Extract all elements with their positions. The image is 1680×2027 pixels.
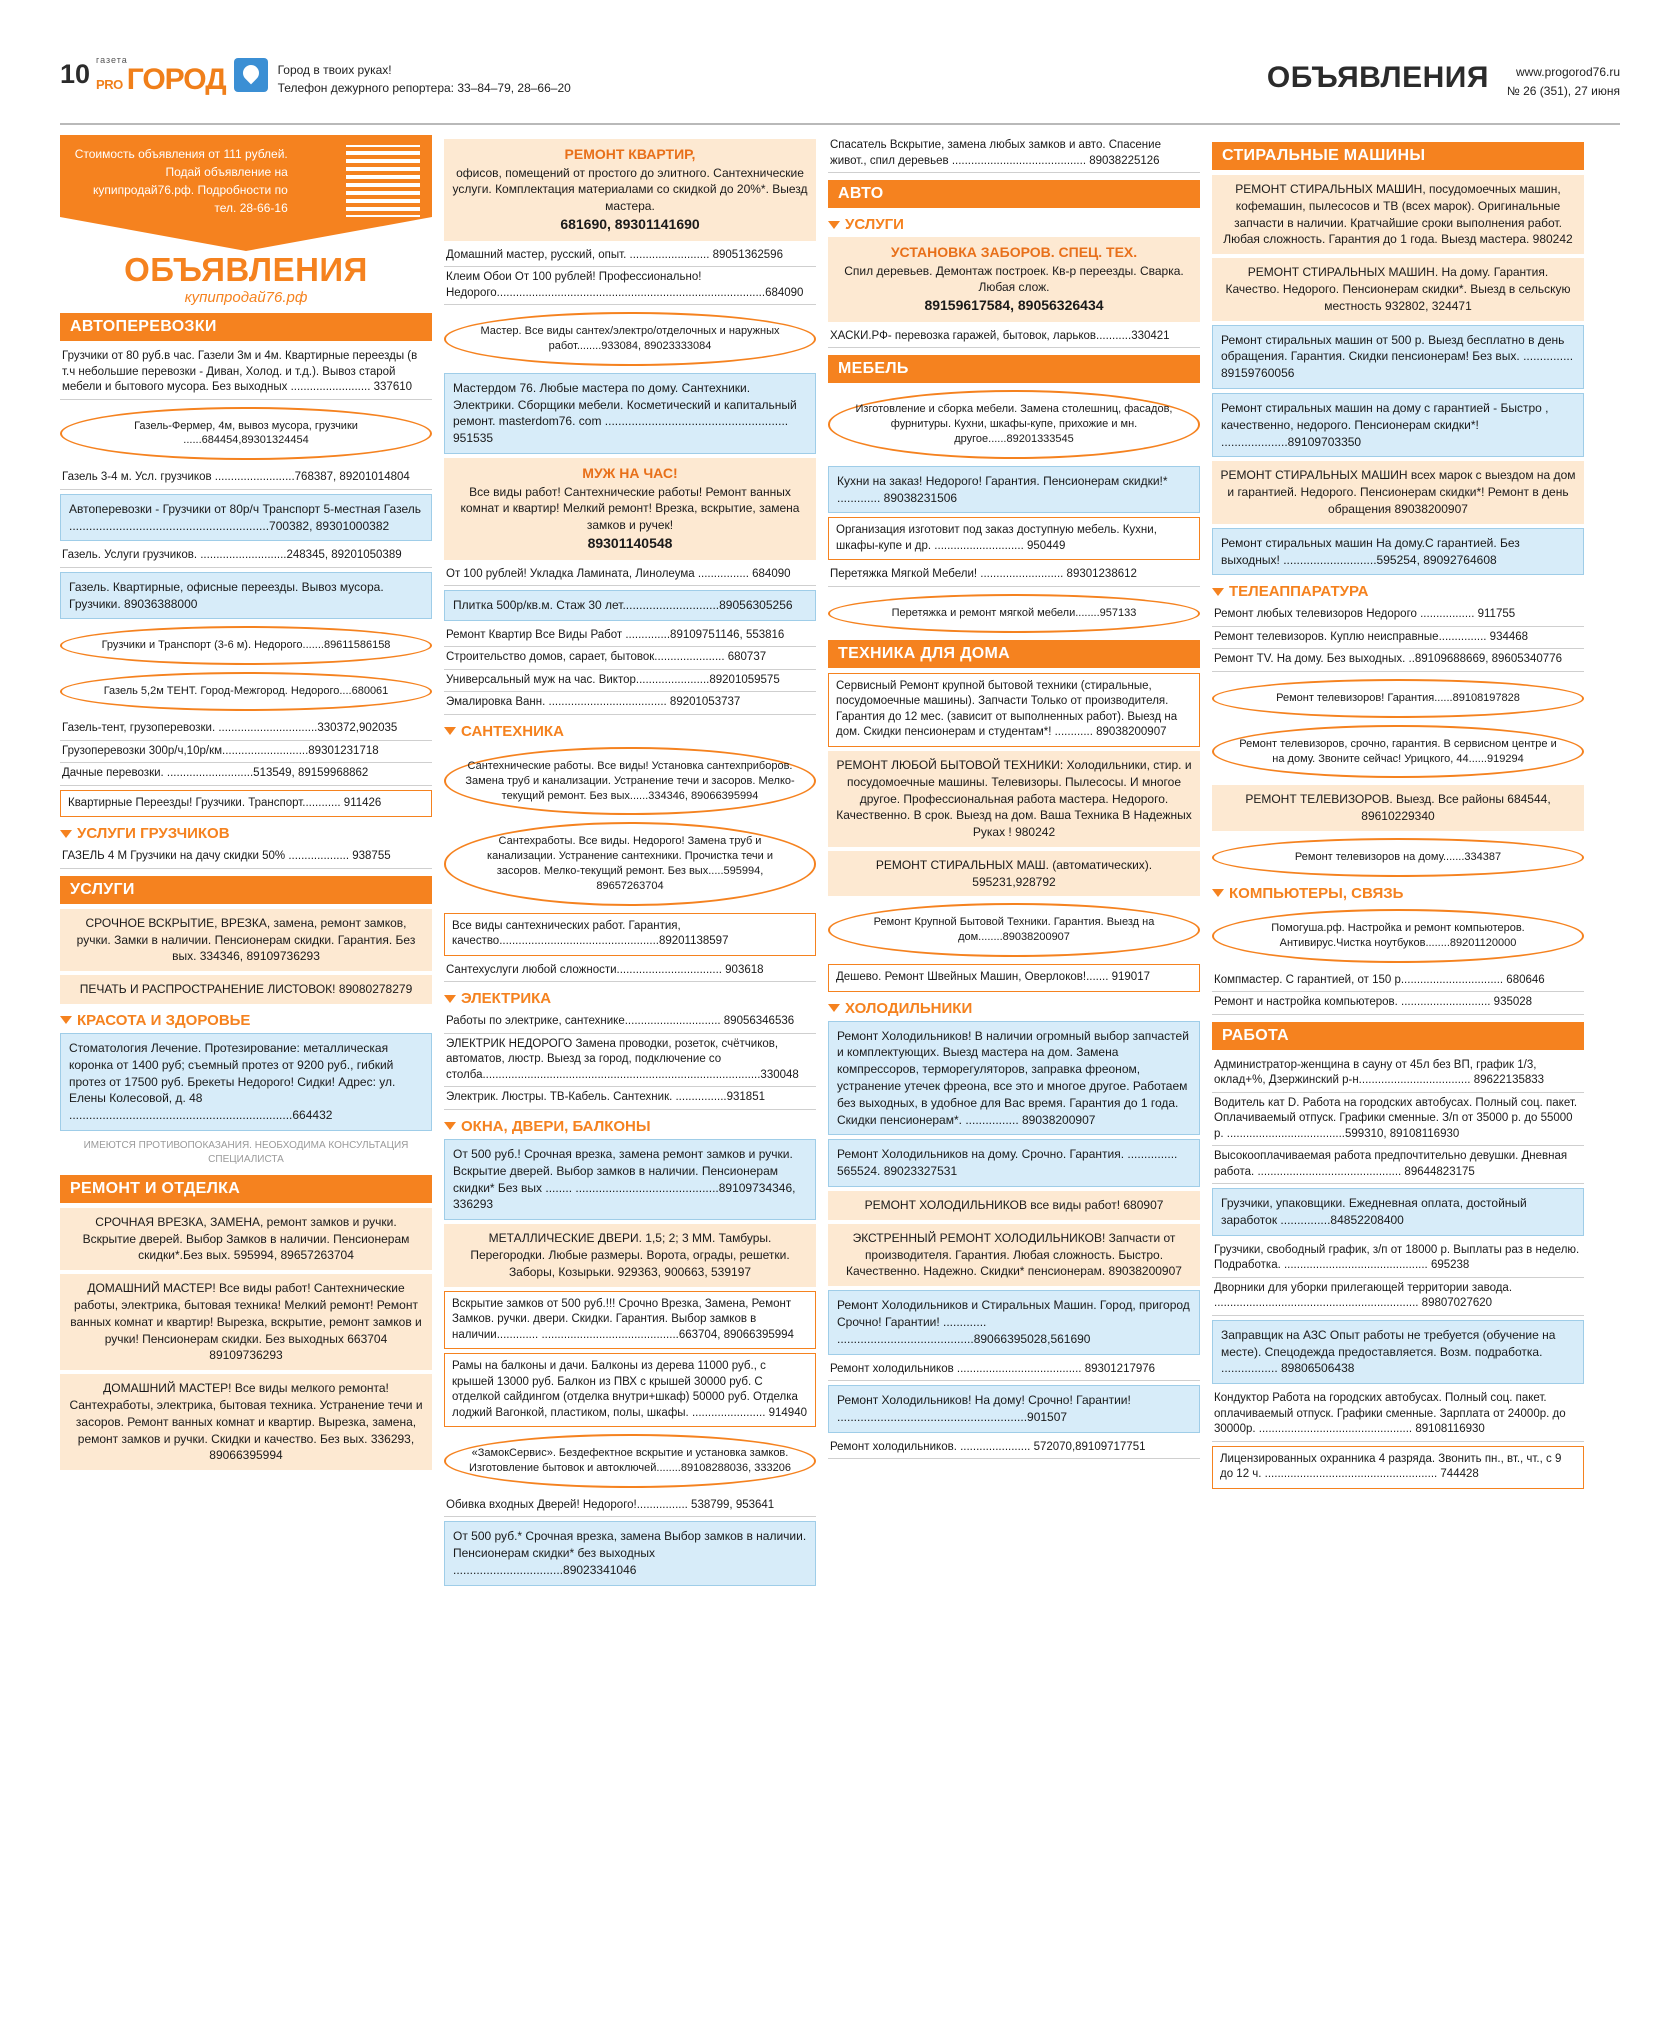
ad-item: Ремонт стиральных машин от 500 р. Выезд бесплатно в день обращения. Гарантия. Скидки пенсионерам! Без вых. ............... 89159760056 — [1212, 325, 1584, 389]
ad-item: Грузчики и Транспорт (3-6 м). Недорого.......89611586158 — [60, 626, 432, 665]
ad-item: Ремонт телевизоров! Гарантия......89108197828 — [1212, 679, 1584, 718]
ad-item: Ремонт холодильников. ...................... 572070,89109717751 — [828, 1437, 1200, 1460]
ad-plumbing-any: Сантехуслуги любой сложности................................. 903618 — [444, 960, 816, 983]
ad-item: Лицензированных охранника 4 разряда. Звонить пн., вт., чт., с 9 до 12 ч. ...................................................... 744428 — [1212, 1446, 1584, 1489]
header-right — [1267, 55, 1620, 101]
ad-item: Домашний мастер, русский, опыт. ......................... 89051362596 — [444, 245, 816, 268]
promo-arrow — [60, 217, 432, 251]
ad-apartment-renovation-title: РЕМОНТ КВАРТИР, — [564, 146, 696, 162]
ad-haski: ХАСКИ.РФ- перевозка гаражей, бытовок, ларьков...........330421 — [828, 326, 1200, 349]
slogan-line-1: Город в твоих руках! — [277, 63, 392, 77]
ad-item: Кухни на заказ! Недорого! Гарантия. Пенсионерам скидки!* ............. 89038231506 — [828, 466, 1200, 514]
ad-item: Сантехработы. Все виды. Недорого! Замена труб и канализации. Устранение сантехники. Прочистка течи и засоров. Мелко-текущий ремонт. Без вых.....595994, 89657263704 — [444, 822, 816, 905]
website-url: www.progorod76.ru — [1515, 65, 1620, 79]
ad-item: ЭКСТРЕННЫЙ РЕМОНТ ХОЛОДИЛЬНИКОВ! Запчасти от производителя. Гарантия. Любая сложность. Быстро. Качественно. Надежно. Скидки* пенсионерам. 89038200907 — [828, 1224, 1200, 1286]
column-2 — [444, 135, 816, 1590]
subcategory-windows — [444, 1118, 816, 1135]
subcategory-computers — [1212, 885, 1584, 902]
triangle-icon — [828, 221, 840, 229]
ad-item: Ремонт TV. На дому. Без выходных. ..89109688669, 89605340776 — [1212, 649, 1584, 672]
ad-item: Высокооплачиваемая работа предпочтительно девушки. Дневная работа. ............................................. 89644823175 — [1212, 1146, 1584, 1184]
ad-item: РЕМОНТ СТИРАЛЬНЫХ МАШ. (автоматических). 595231,928792 — [828, 851, 1200, 897]
ad-item: Кондуктор Работа на городских автобусах. Полный соц. пакет. оплачиваемый отпуск. Графики сменные. Зарплата от 24000р. до 30000р. ................................................ 89108116930 — [1212, 1388, 1584, 1442]
ad-item: Грузчики, упаковщики. Ежедневная оплата, достойный заработок ...............84852208400 — [1212, 1188, 1584, 1236]
promo-title: ОБЪЯВЛЕНИЯ — [124, 251, 368, 288]
subcategory-beauty-label: КРАСОТА И ЗДОРОВЬЕ — [77, 1011, 251, 1029]
ads-col2-mid — [444, 564, 816, 715]
category-autotransport: АВТОПЕРЕВОЗКИ — [60, 313, 432, 341]
ad-item: Строительство домов, сарает, бытовок...................... 680737 — [444, 647, 816, 670]
triangle-icon — [60, 830, 72, 838]
columns — [60, 135, 1620, 1590]
logo-city-label: ГОРОД — [126, 63, 226, 96]
ad-item: Вскрытие замков от 500 руб.!!! Срочно Врезка, Замена, Ремонт Замков. ручки. двери. Скидки. Гарантия. Выбор замков в наличии............. ...........................................663704, 89066395994 — [444, 1291, 816, 1350]
ad-item: Грузчики от 80 руб.в час. Газели 3м и 4м. Квартирные переезды (в т.ч небольшие перевозки - Диван, Холод. и т.д.). Вывоз старой мебели и бытового мусора. Без выходных ......................... 337610 — [60, 346, 432, 400]
issue-info: № 26 (351), 27 июня — [1506, 84, 1620, 99]
section-title: ОБЪЯВЛЕНИЯ — [1266, 61, 1489, 94]
ad-item: Грузчики, свободный график, з/п от 18000 р. Выплаты раз в неделю. Подработка. ............................................. 695238 — [1212, 1240, 1584, 1278]
subcategory-loaders — [60, 825, 432, 842]
ad-item: Газель. Услуги грузчиков. ...........................248345, 89201050389 — [60, 545, 432, 568]
ad-item: Ремонт холодильников ....................................... 89301217976 — [828, 1359, 1200, 1382]
subcategory-computers-label: КОМПЬЮТЕРЫ, СВЯЗЬ — [1229, 884, 1404, 902]
ad-item: СРОЧНОЕ ВСКРЫТИЕ, ВРЕЗКА, замена, ремонт замков, ручки. Замки в наличии. Пенсионерам скидки. Гарантия. Без вых. 334346, 89109736293 — [60, 909, 432, 971]
ad-item: Дворники для уборки прилегающей территории завода. ................................................................ 89807027620 — [1212, 1278, 1584, 1316]
ad-item: Помогуша.рф. Настройка и ремонт компьютеров. Антивирус.Чистка ноутбуков........89201120000 — [1212, 909, 1584, 963]
promo-text: Стоимость объявления от 111 рублей. Подай объявление на купипродай76.рф. Подробности по тел. 28-66-16 — [74, 147, 288, 215]
subcategory-auto-services — [828, 216, 1200, 233]
category-home-tech: ТЕХНИКА ДЛЯ ДОМА — [828, 640, 1200, 668]
ad-item: РЕМОНТ ТЕЛЕВИЗОРОВ. Выезд. Все районы 684544, 89610229340 — [1212, 785, 1584, 831]
column-1 — [60, 135, 432, 1590]
ad-masterdom: Мастердом 76. Любые мастера по дому. Сантехники. Электрики. Сборщики мебели. Косметический и капитальный ремонт. masterdom76. com ....................................................... 951535 — [444, 373, 816, 454]
ad-item: РЕМОНТ ХОЛОДИЛЬНИКОВ все виды работ! 680907 — [828, 1191, 1200, 1220]
subcategory-electrics — [444, 990, 816, 1007]
ad-item: Ремонт и настройка компьютеров. ............................ 935028 — [1212, 992, 1584, 1015]
ad-item: Газель 3-4 м. Усл. грузчиков .........................768387, 89201014804 — [60, 467, 432, 490]
triangle-icon — [444, 727, 456, 735]
slogan-line-2: Телефон дежурного репортера: 33–84–79, 28–66–20 — [277, 81, 571, 95]
logo-pro-label: PRO — [96, 77, 123, 92]
ad-plumbing-all: Все виды сантехнических работ. Гарантия, качество..................................................89201138597 — [444, 913, 816, 956]
ad-item: Ремонт Холодильников и Стиральных Машин. Город, пригород Срочно! Гарантии! ............. .........................................89066395028,561690 — [828, 1290, 1200, 1354]
ad-item: «ЗамокСервис». Бездефектное вскрытие и установка замков. Изготовление бытовок и автоключей........89108288036, 333206 — [444, 1434, 816, 1488]
ad-item: Электрик. Люстры. ТВ-Кабель. Сантехник. ................931851 — [444, 1087, 816, 1110]
ad-item: Ремонт Холодильников на дому. Срочно. Гарантия. ............... 565524. 89023327531 — [828, 1139, 1200, 1187]
ad-item: Квартирные Переезды! Грузчики. Транспорт............ 911426 — [60, 790, 432, 818]
ads-repair — [60, 1208, 432, 1470]
subcategory-loaders-label: УСЛУГИ ГРУЗЧИКОВ — [77, 825, 230, 843]
page-number: 10 — [60, 59, 91, 89]
ad-item: Газель. Квартирные, офисные переезды. Вывоз мусора. Грузчики. 89036388000 — [60, 572, 432, 620]
ad-item: Ремонт телевизоров. Куплю неисправные............... 934468 — [1212, 627, 1584, 650]
column-4 — [1212, 135, 1584, 1590]
ad-item: Газель-тент, грузоперевозки. ...............................330372,902035 — [60, 718, 432, 741]
ad-item: Ремонт телевизоров, срочно, гарантия. В сервисном центре и на дому. Звоните сейчас! Урицкого, 44......919294 — [1212, 725, 1584, 779]
ad-item: Компмастер. С гарантией, от 150 р................................ 680646 — [1212, 970, 1584, 993]
subcategory-fridges — [828, 1000, 1200, 1017]
ad-item: Дешево. Ремонт Швейных Машин, Оверлоков!....... 919017 — [828, 964, 1200, 992]
ads-plumbing — [444, 747, 816, 906]
ads-tv — [1212, 604, 1584, 877]
category-washing-machines: СТИРАЛЬНЫЕ МАШИНЫ — [1212, 142, 1584, 170]
ad-fences-phone: 89159617584, 89056326434 — [924, 297, 1104, 314]
ad-item: Перетяжка и ремонт мягкой мебели........957133 — [828, 594, 1200, 633]
subcategory-plumbing — [444, 723, 816, 740]
logo-gazeta-label: газета — [96, 55, 128, 65]
subcategory-tv-label: ТЕЛЕАППАРАТУРА — [1229, 583, 1369, 601]
promo-subtitle: купипродай76.рф — [184, 289, 308, 306]
ad-item: Клеим Обои От 100 рублей! Профессионально! Недорого....................................................................................684090 — [444, 267, 816, 305]
subcategory-auto-services-label: УСЛУГИ — [845, 216, 904, 234]
ad-item: Ремонт стиральных машин на дому с гарантией - Быстро , качественно, недорого. Пенсионерам скидки*! ....................89109703350 — [1212, 393, 1584, 457]
ad-item: Ремонт Крупной Бытовой Техники. Гарантия. Выезд на дом........89038200907 — [828, 903, 1200, 957]
category-furniture: МЕБЕЛЬ — [828, 355, 1200, 383]
ads-windows — [444, 1139, 816, 1586]
ads-work — [1212, 1055, 1584, 1489]
ad-rescuer: Спасатель Вскрытие, замена любых замков и авто. Спасение живот., спил деревьев .......................................... 89038225126 — [828, 135, 1200, 173]
ad-item: Ремонт Холодильников! На дому! Срочно! Гарантии! .........................................................901507 — [828, 1385, 1200, 1433]
ad-item: Газель-Фермер, 4м, вывоз мусора, грузчики ......684454,89301324454 — [60, 407, 432, 461]
ad-item: Мастер. Все виды сантех/электро/отделочных и наружных работ........933084, 89023333084 — [444, 312, 816, 366]
ad-item: Работы по электрике, сантехнике.............................. 89056346536 — [444, 1011, 816, 1034]
ad-husband-for-hour — [444, 458, 816, 560]
qr-code-icon — [346, 145, 420, 219]
ad-item: Заправщик на АЗС Опыт работы не требуется (обучение на месте). Спецодежда предоставляется. Возм. подработка. ................. 89806506438 — [1212, 1320, 1584, 1384]
ad-item: Сервисный Ремонт крупной бытовой техники (стиральные, посудомоечные машины). Запчасти Только от производителя. Гарантия до 12 мес. (зависит от выполненных работ). Выезд на дом. Скидки пенсионерам и студентам*! ............ 89038200907 — [828, 673, 1200, 747]
category-services: УСЛУГИ — [60, 876, 432, 904]
medical-disclaimer: ИМЕЮТСЯ ПРОТИВОПОКАЗАНИЯ. НЕОБХОДИМА КОНСУЛЬТАЦИЯ СПЕЦИАЛИСТА — [83, 1139, 409, 1165]
ad-item: ДОМАШНИЙ МАСТЕР! Все виды мелкого ремонта! Сантехработы, электрика, бытовая техника. Устранение течи и засоров. Ремонт ванных комнат и квартир. Вырезка, замена, ремонт замков и ручки. Скидки и качество. Без вых. 336293, 89066395994 — [60, 1374, 432, 1470]
ad-husband-phone: 89301140548 — [587, 534, 673, 551]
ad-loaders: ГАЗЕЛЬ 4 М Грузчики на дачу скидки 50% ................... 938755 — [60, 846, 432, 869]
header-divider — [60, 123, 1620, 125]
subcategory-electrics-label: ЭЛЕКТРИКА — [461, 990, 552, 1008]
ad-fences-body: Спил деревьев. Демонтаж построек. Кв-р переезды. Сварка. Любая слож. — [844, 263, 1184, 295]
ad-husband-title: МУЖ НА ЧАС! — [582, 465, 678, 481]
ad-item: Дачные перевозки. ...........................513549, 89159968862 — [60, 763, 432, 786]
logo — [96, 55, 278, 95]
ad-item: РЕМОНТ СТИРАЛЬНЫХ МАШИН, посудомоечных машин, кофемашин, пылесосов и ТВ (всех марок). Оригинальные запчасти в наличии. Кратчайшие сроки выполнения работ. Любая сложность. Гарантия до 1 года. Выезд мастера. 980242 — [1212, 175, 1584, 254]
ads-computers — [1212, 909, 1584, 1015]
ad-item: Рамы на балконы и дачи. Балконы из дерева 11000 руб., с крышей 13000 руб. Балкон из ПВХ с крышей 30000 руб. С отделкой сайдингом (отделка внутри+шкаф) 50000 руб. Отделка лоджий Вагонкой, пластиком, полы, шкафы. ....................... 914940 — [444, 1353, 816, 1427]
ad-item: Универсальный муж на час. Виктор.......................89201059575 — [444, 670, 816, 693]
ads-furniture — [828, 466, 1200, 633]
ad-item: РЕМОНТ ЛЮБОЙ БЫТОВОЙ ТЕХНИКИ: Холодильники, стир. и посудомоечные машины. Телевизоры. Пылесосы. И многое другое. Профессиональная работа мастера. Недорого. Качественно. В срок. Выезд на дом. Ваша Техника В Надежных Руках ! 980242 — [828, 751, 1200, 847]
ads-col2-top — [444, 245, 816, 366]
ad-item: Ремонт телевизоров на дому.......334387 — [1212, 838, 1584, 877]
category-repair: РЕМОНТ И ОТДЕЛКА — [60, 1175, 432, 1203]
triangle-icon — [444, 1122, 456, 1130]
ad-item: От 500 руб.! Срочная врезка, замена ремонт замков и ручки. Вскрытие дверей. Выбор замков в наличии. Пенсионерам скидки* Без вых ........ ...........................................89109734346, 336293 — [444, 1139, 816, 1220]
subcategory-windows-label: ОКНА, ДВЕРИ, БАЛКОНЫ — [461, 1117, 651, 1135]
ad-item: МЕТАЛЛИЧЕСКИЕ ДВЕРИ. 1,5; 2; 3 ММ. Тамбуры. Перегородки. Любые размеры. Ворота, ограды, решетки. Заборы, Козырьки. 929363, 900663, 539197 — [444, 1224, 816, 1286]
ad-item: ЭЛЕКТРИК НЕДОРОГО Замена проводки, розеток, счётчиков, автоматов, люстр. Выезд за город, подключение со столба.......................................................................................330048 — [444, 1034, 816, 1088]
subcategory-fridges-label: ХОЛОДИЛЬНИКИ — [845, 999, 973, 1017]
ad-item: Грузоперевозки 300р/ч,10р/км...........................89301231718 — [60, 741, 432, 764]
column-3 — [828, 135, 1200, 1590]
subcategory-beauty — [60, 1012, 432, 1029]
ad-fences — [828, 237, 1200, 322]
ad-item: Плитка 500р/кв.м. Стаж 30 лет.............................89056305256 — [444, 590, 816, 621]
subcategory-plumbing-label: САНТЕХНИКА — [461, 722, 564, 740]
ad-apartment-renovation — [444, 139, 816, 241]
ad-item: Ремонт Квартир Все Виды Работ ..............89109751146, 553816 — [444, 625, 816, 648]
droplet-icon — [234, 58, 268, 92]
category-work: РАБОТА — [1212, 1022, 1584, 1050]
ad-item: РЕМОНТ СТИРАЛЬНЫХ МАШИН всех марок с выездом на дом и гарантией. Недорого. Пенсионерам скидки*! Ремонт в день обращения 89038200907 — [1212, 461, 1584, 523]
ad-item: РЕМОНТ СТИРАЛЬНЫХ МАШИН. На дому. Гарантия. Качество. Недорого. Пенсионерам скидки*. Выезд в сельскую местность 932802, 324471 — [1212, 258, 1584, 320]
category-auto: АВТО — [828, 180, 1200, 208]
ad-item: Газель 5,2м ТЕНТ. Город-Межгород. Недорого....680061 — [60, 672, 432, 711]
triangle-icon — [60, 1016, 72, 1024]
ads-washing-machines — [1212, 175, 1584, 575]
ad-item: ДОМАШНИЙ МАСТЕР! Все виды работ! Сантехнические работы, электрика, бытовая техника! Мелкий ремонт! Ремонт ванных комнат и квартир! Вырезка, вскрытие, ремонт замков и ручки! Пенсионерам скидки. Без выходных 663704 89109736293 — [60, 1274, 432, 1370]
ads-autotransport — [60, 346, 432, 817]
promo-banner — [60, 135, 432, 217]
ad-item: ПЕЧАТЬ И РАСПРОСТРАНЕНИЕ ЛИСТОВОК! 89080278279 — [60, 975, 432, 1004]
ad-apartment-renovation-phone: 681690, 89301141690 — [560, 215, 700, 232]
ad-item: Организация изготовит под заказ доступную мебель. Кухни, шкафы-купе и др. ............................ 950449 — [828, 517, 1200, 560]
ad-furniture-manufacture: Изготовление и сборка мебели. Замена столешниц, фасадов, фурнитуры. Кухни, шкафы-купе, прихожие и мн. другое......89201333545 — [828, 390, 1200, 459]
triangle-icon — [1212, 588, 1224, 596]
ad-fences-title: УСТАНОВКА ЗАБОРОВ. СПЕЦ. ТЕХ. — [890, 244, 1138, 261]
ad-item: Обивка входных Дверей! Недорого!................ 538799, 953641 — [444, 1495, 816, 1518]
ad-item: Эмалировка Ванн. ..................................... 89201053737 — [444, 692, 816, 715]
masthead — [60, 55, 1620, 117]
ads-home-tech — [828, 673, 1200, 992]
ad-item: Ремонт Холодильников! В наличии огромный выбор запчастей и комплектующих. Выезд мастера на дом. Замена компрессоров, терморегуляторов, заправка фреоном, устранение утечек фреона, все это и многое другое. Работаем без выходных, в удобное для Вас время. Гарантия до 1 года. Скидки пенсионерам*. ................ 89038200907 — [828, 1021, 1200, 1136]
ad-item: От 500 руб.* Срочная врезка, замена Выбор замков в наличии. Пенсионерам скидки* без выходных .................................89023341046 — [444, 1521, 816, 1585]
ad-item: Администратор-женщина в сауну от 45л без ВП, график 1/3, оклад+%, Дзержинский р-н................................... 89622135833 — [1212, 1055, 1584, 1093]
ad-item: Ремонт стиральных машин На дому.С гарантией. Без выходных! ............................595254, 89092764608 — [1212, 528, 1584, 576]
ad-item: Водитель кат D. Работа на городских автобусах. Полный соц. пакет. Оплачиваемый отпуск. Графики сменные. З/п от 35000 р. до 55000 р. .....................................599310, 89108116930 — [1212, 1093, 1584, 1147]
ad-apartment-renovation-body: офисов, помещений от простого до элитного. Сантехнические услуги. Комплектация материалами со скидкой до 20%*. Выезд мастера. — [452, 165, 808, 214]
ads-fridges — [828, 1021, 1200, 1460]
ad-item: Автоперевозки - Грузчики от 80р/ч Транспорт 5-местная Газель ............................................................700382, 89301000382 — [60, 494, 432, 542]
triangle-icon — [1212, 889, 1224, 897]
ad-husband-body: Все виды работ! Сантехнические работы! Ремонт ванных комнат и квартир! Мелкий ремонт! Врезка, вскрытие, замена замков и ручек! — [460, 484, 800, 533]
ad-item: Перетяжка Мягкой Мебели! .......................... 89301238612 — [828, 564, 1200, 587]
ad-dentistry: Стоматология Лечение. Протезирование: металлическая коронка от 1400 руб; съемный протез от 9200 руб., гибкий протез от 17500 руб. Брекеты Недорого! Сидки! Адрес: ул. Елены Колесовой, д. 48 ...................................................................664432 — [60, 1033, 432, 1131]
subcategory-tv — [1212, 583, 1584, 600]
ad-item: От 100 рублей! Укладка Ламината, Линолеума ................ 684090 — [444, 564, 816, 587]
ad-item: Ремонт любых телевизоров Недорого ................. 911755 — [1212, 604, 1584, 627]
triangle-icon — [828, 1004, 840, 1012]
ad-item: Сантехнические работы. Все виды! Установка сантехприборов. Замена труб и канализации. Устранение течи и засоров. Мелко-текущий ремонт. Без вых......334346, 89066395994 — [444, 747, 816, 816]
slogan — [278, 55, 571, 97]
ad-item: СРОЧНАЯ ВРЕЗКА, ЗАМЕНА, ремонт замков и ручки. Вскрытие дверей. Выбор Замков в наличии. Пенсионерам скидки*.Без вых. 595994, 89657263704 — [60, 1208, 432, 1270]
triangle-icon — [444, 995, 456, 1003]
ads-electrics — [444, 1011, 816, 1110]
ads-services — [60, 909, 432, 1004]
